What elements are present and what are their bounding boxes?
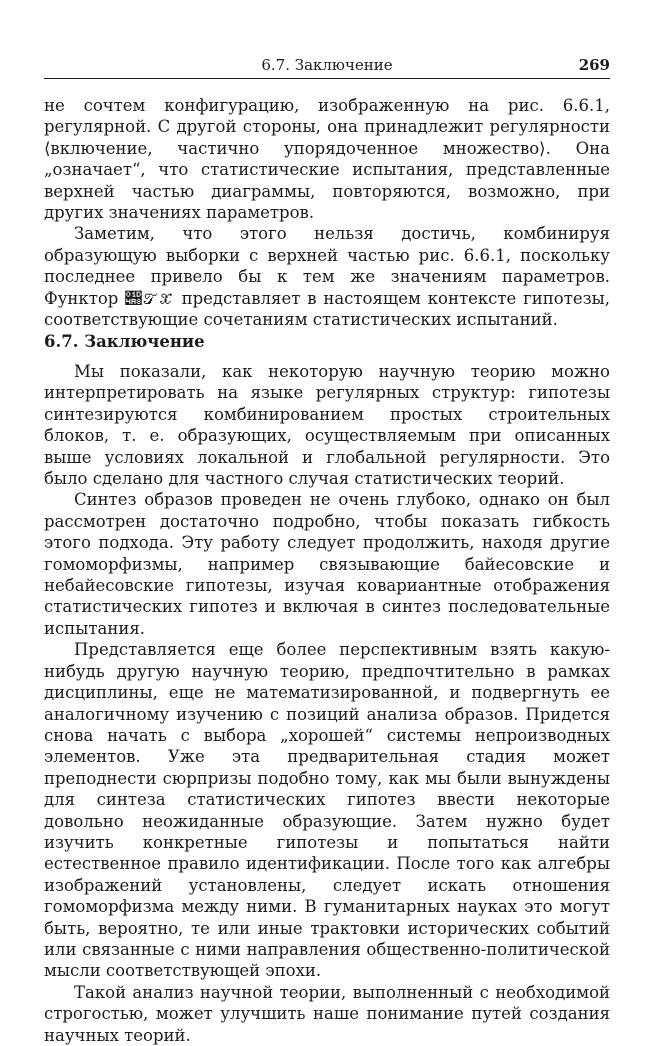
paragraph-summary: Мы показали, как некоторую научную теорию можно интерпретировать на языке регулярных структур: гипотезы синтезируются комбинированием простых строительных блоков, т. е. образующих, осуществляемым при описанных выше условиях локальной и глобальной регулярности. Это было сделано для частного случая статистических теорий. bbox=[44, 362, 610, 489]
paragraph-final: Такой анализ научной теории, выполненный с необходимой строгостью, может улучшить наше понимание путей создания научных теорий. bbox=[44, 982, 610, 1045]
page-number: 269 bbox=[578, 56, 610, 74]
running-header bbox=[44, 56, 610, 80]
section-heading: 6.7. Заключение bbox=[44, 332, 205, 351]
conclusion-text bbox=[44, 361, 610, 1046]
continuation-text bbox=[44, 95, 610, 330]
paragraph-continuation: не сочтем конфигурацию, изображенную на рис. 6.6.1, регулярной. С другой стороны, она принадлежит регулярности ⟨включение, частично упорядоченное множество⟩. Она „означает“, что статистические испытания, представленные верхней частью диаграммы, повторяются, возможно, при других значениях параметров. bbox=[44, 96, 610, 223]
header-rule bbox=[44, 78, 610, 79]
paragraph-synthesis: Синтез образов проведен не очень глубоко, однако он был рассмотрен достаточно подробно, чтобы показать гибкость этого подхода. Эту работу следует продолжить, находя другие гомоморфизмы, например связывающие байесовские и небайесовские гипотезы, изучая ковариантные отображения статистических гипотез и включая в синтез последовательные испытания. bbox=[44, 490, 610, 638]
paragraph-perspective: Представляется еще более перспективным взять какую-нибудь другую научную теорию, предпочтительно в рамках дисциплины, еще не математизированной, и подвергнуть ее аналогичному изучению с позиций анализа образов. Придется снова начать с выбора „хорошей“ системы непроизводных элементов. Уже эта предварительная стадия может преподнести сюрпризы подобно тому, как мы были вынуждены для синтеза статистических гипотез ввести некоторые довольно неожиданные образующие. Затем нужно будет изучить конкретные гипотезы и попытаться найти естественное правило идентификации. После того как алгебры изображений установлены, следует искать отношения гомоморфизма между ними. В гуманитарных науках это могут быть, вероятно, те или иные трактовки исторических событий или связанные с ними направления общественно-политической мысли соответствующей эпохи. bbox=[44, 640, 610, 981]
running-header-section: 6.7. Заключение bbox=[261, 56, 393, 74]
paragraph-functor: Заметим, что этого нельзя достичь, комбинируя образующую выборки с верхней частью рис. 6.6.1, поскольку последнее привело бы к тем же значениям параметров. Функтор 𝒨𝒯𝒳 представляет в настоящем контексте гипотезы, соответствующие сочетаниям статистических испытаний. bbox=[44, 224, 610, 330]
